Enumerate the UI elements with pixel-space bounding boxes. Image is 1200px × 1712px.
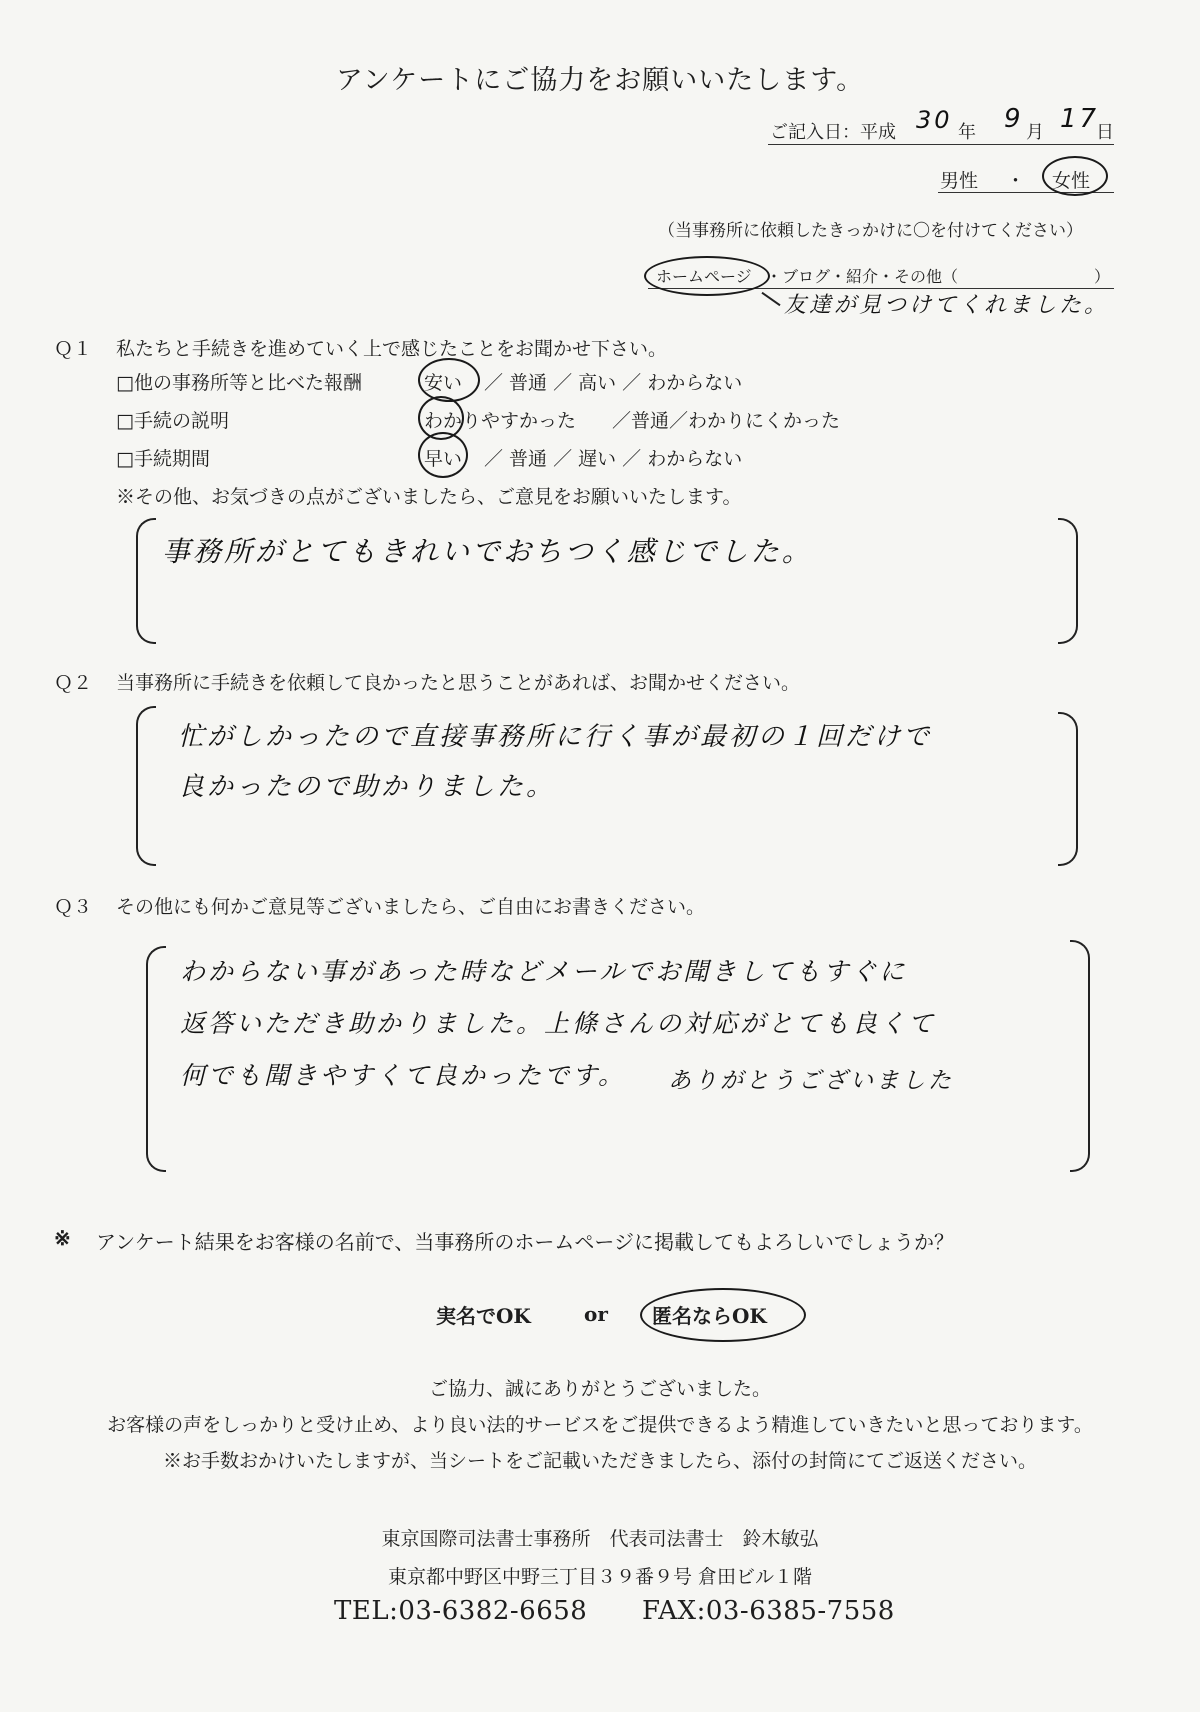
- closing-return-note: ※お手数おかけいたしますが、当シートをご記載いただきましたら、添付の封筒にてご返送ください。: [162, 1450, 1037, 1472]
- q3-answer-line-3: 何でも聞きやすくて良かったです。: [180, 1061, 627, 1090]
- q1-row-explain-selected: わかりやすかった: [424, 410, 577, 432]
- gender-line: [938, 160, 1114, 194]
- entry-date-line: [768, 104, 1114, 146]
- q3-answer-bracket-left: [146, 946, 166, 1172]
- q2-answer-line-1: 忙がしかったので直接事務所に行く事が最初の１回だけで: [178, 722, 933, 752]
- q1-row-explain-rest: ／普通／わかりにくかった: [612, 410, 841, 432]
- gender-male: 男性: [940, 170, 979, 192]
- q1-row-fee-selected: 安い: [424, 372, 463, 394]
- entry-date-month-unit: 月: [1026, 122, 1044, 143]
- q1-row-fee-item: □他の事務所等と比べた報酬: [116, 372, 362, 394]
- publish-option-anon: 匿名ならOK: [652, 1304, 767, 1328]
- q1-row-period-selected: 早い: [424, 448, 463, 470]
- q1-row-period-item: □手続期間: [116, 448, 210, 470]
- entry-date-day-unit: 日: [1096, 122, 1114, 143]
- office-fax: FAX:03-6385-7558: [642, 1596, 895, 1626]
- trigger-close-paren: ）: [1094, 267, 1111, 286]
- office-address: 東京都中野区中野三丁目３９番９号 倉田ビル１階: [387, 1566, 813, 1588]
- q2-answer-line-2: 良かったので助かりました。: [178, 772, 556, 802]
- entry-date-label: ご記入日：平成: [770, 122, 896, 143]
- arrow-icon: [761, 292, 780, 306]
- q1-note: ※その他、お気づきの点がございましたら、ご意見をお願いいたします。: [116, 486, 742, 508]
- publish-option-real: 実名でOK: [436, 1304, 531, 1328]
- survey-title: アンケートにご協力をお願いいたします。: [335, 65, 865, 96]
- q2-answer-bracket-left: [136, 706, 156, 866]
- q1-answer-bracket-right: [1058, 518, 1078, 644]
- q3-answer-line-4: ありがとうございました: [668, 1068, 954, 1094]
- q1-row-fee-circle: [418, 358, 480, 402]
- q1-row-period-rest: ／ 普通 ／ 遅い ／ わからない: [484, 448, 743, 470]
- trigger-options: [648, 256, 1116, 290]
- q2-answer-bracket-right: [1058, 712, 1078, 866]
- trigger-other-options: ・ブログ・紹介・その他（: [766, 267, 959, 286]
- publish-selected-circle: [640, 1288, 806, 1342]
- closing-thanks: ご協力、誠にありがとうございました。: [428, 1378, 771, 1400]
- publish-mark: ※: [54, 1226, 71, 1250]
- q3-label: Ｑ３: [54, 896, 93, 918]
- q1-row-explain-item: □手続の説明: [116, 410, 229, 432]
- office-tel: TEL:03-6382-6658: [334, 1596, 588, 1626]
- q1-answer-bracket-left: [136, 518, 156, 644]
- trigger-selected-circle: [644, 256, 770, 296]
- q3-answer-line-2: 返答いただき助かりました。上條さんの対応がとても良くて: [180, 1009, 937, 1038]
- entry-date-month: 9: [1004, 104, 1024, 134]
- trigger-homepage: ホームページ: [656, 267, 752, 286]
- q3-question: その他にも何かご意見等ございましたら、ご自由にお書きください。: [116, 896, 706, 918]
- publish-or: or: [584, 1302, 608, 1326]
- gender-separator: ・: [1006, 170, 1026, 192]
- entry-date-day: 17: [1060, 104, 1100, 134]
- trigger-instruction: （当事務所に依頼したきっかけに〇を付けてください）: [658, 221, 1083, 241]
- q1-question: 私たちと手続きを進めていく上で感じたことをお聞かせ下さい。: [116, 338, 668, 360]
- q3-answer-bracket-right: [1070, 940, 1090, 1172]
- q1-label: Ｑ１: [54, 338, 93, 360]
- gender-female: 女性: [1052, 170, 1091, 192]
- office-name-line: 東京国際司法書士事務所 代表司法書士 鈴木敏弘: [381, 1528, 819, 1550]
- q1-row-fee-rest: ／ 普通 ／ 高い ／ わからない: [484, 372, 743, 394]
- q1-answer-line-1: 事務所がとてもきれいでおちつく感じでした。: [162, 535, 813, 568]
- q2-question: 当事務所に手続きを依頼して良かったと思うことがあれば、お聞かせください。: [116, 672, 801, 694]
- q1-row-period-circle: [418, 432, 468, 478]
- closing-message: お客様の声をしっかりと受け止め、より良い法的サービスをご提供できるよう精進していきたいと思っております。: [107, 1414, 1093, 1436]
- gender-selected-circle: [1042, 156, 1108, 196]
- q3-answer-line-1: わからない事があった時などメールでお聞きしてもすぐに: [180, 957, 908, 986]
- entry-date-year: 30: [916, 106, 953, 134]
- trigger-handwritten-note: 友達が見つけてくれました。: [784, 293, 1110, 318]
- publish-question: アンケート結果をお客様の名前で、当事務所のホームページに掲載してもよろしいでしょうか？: [96, 1230, 954, 1254]
- entry-date-year-unit: 年: [958, 122, 976, 143]
- q2-label: Ｑ２: [54, 672, 93, 694]
